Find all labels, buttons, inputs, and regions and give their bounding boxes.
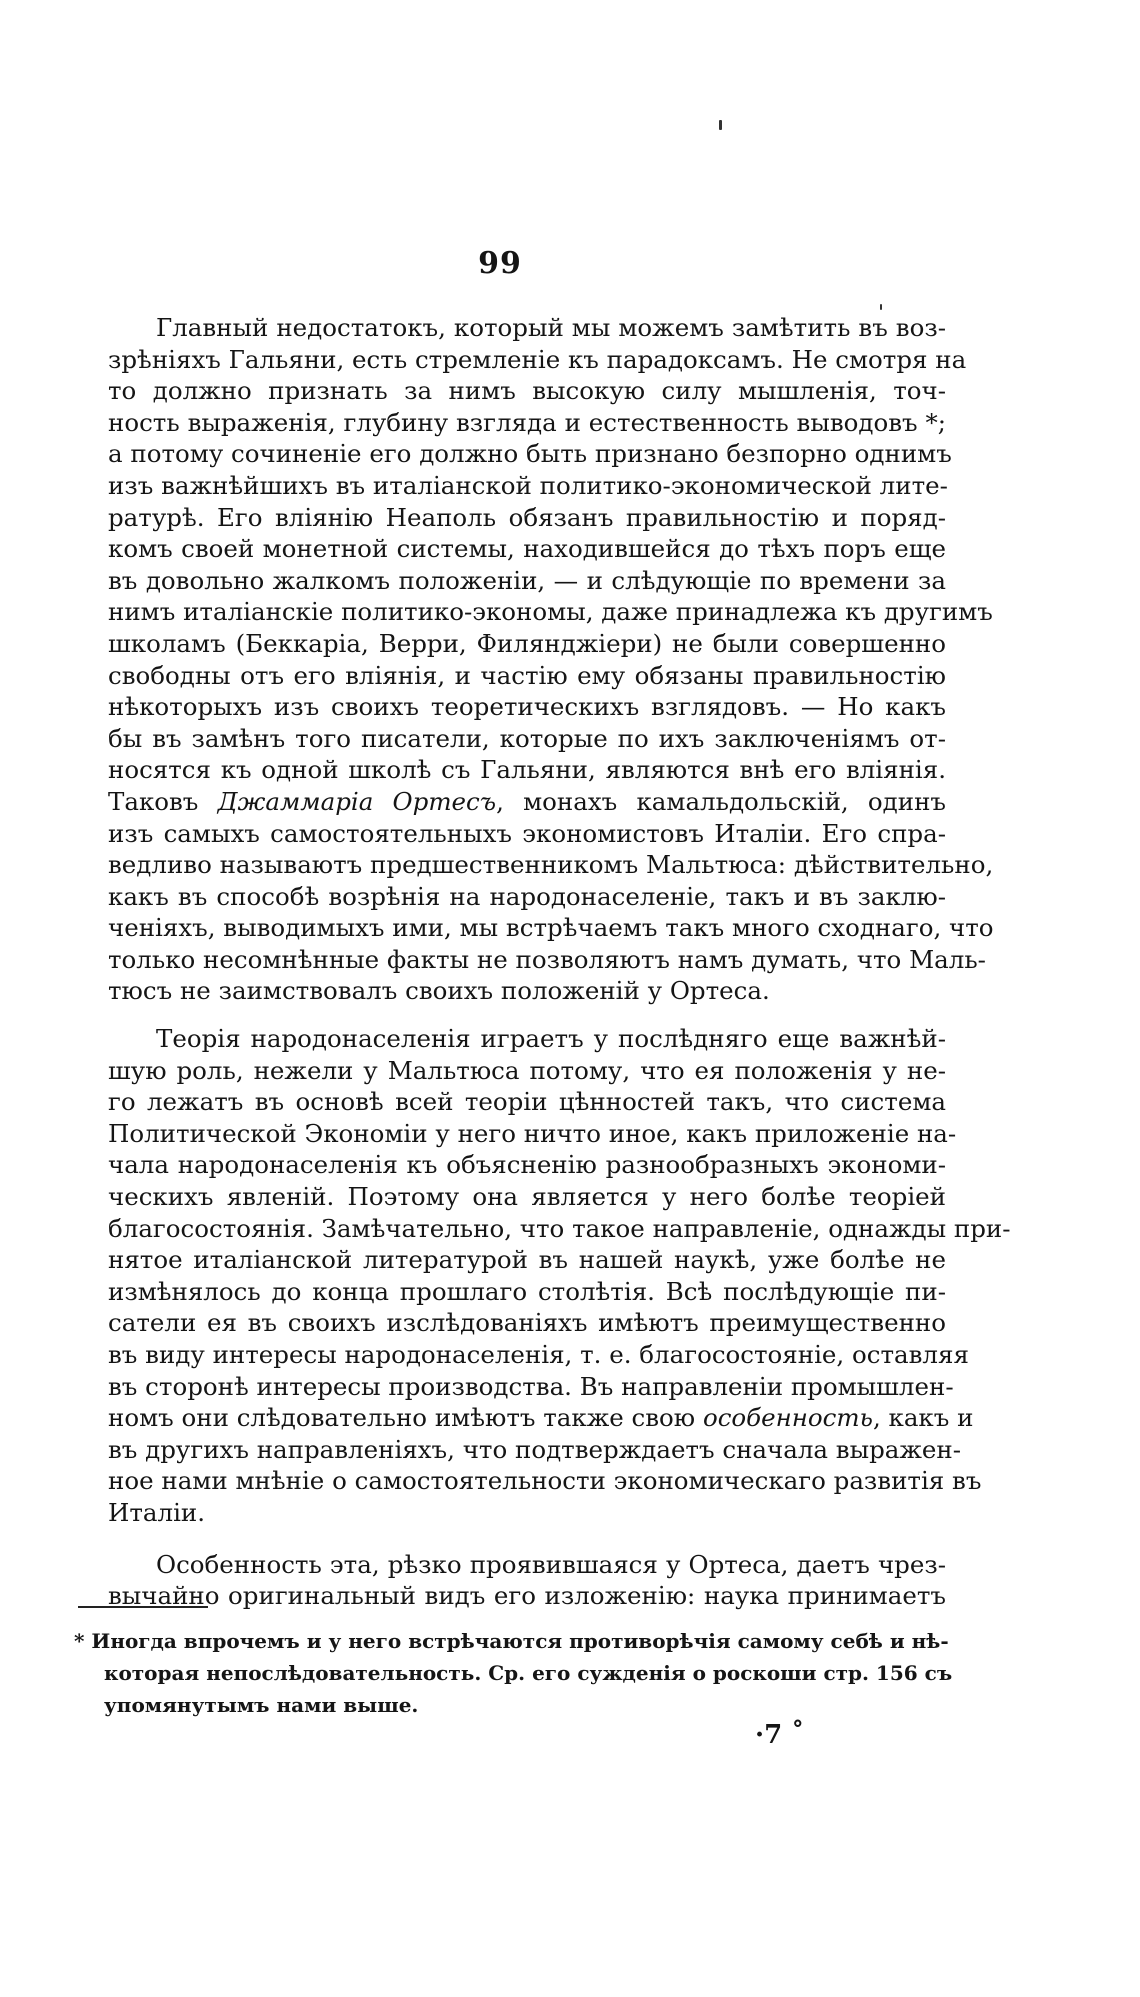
- text-line: Политической Экономіи у него ничто иное, какъ приложеніе на-: [108, 1118, 957, 1148]
- text-line: то должно признать за нимъ высокую силу мышленія, точ-: [108, 376, 946, 406]
- text-line: школамъ (Беккаріа, Верри, Филянджіери) не были совершенно: [108, 628, 946, 658]
- text-line: ность выраженія, глубину взгляда и естественность выводовъ *;: [108, 407, 946, 437]
- footnote: [74, 1625, 953, 1721]
- text-line: въ виду интересы народонаселенія, т. е. благосостояніе, оставляя: [108, 1340, 969, 1369]
- text-line: свободны отъ его вліянія, и частію ему обязаны правильностію: [108, 660, 946, 690]
- footnote-line: * Иногда впрочемъ и у него встрѣчаются противорѣчія самому себѣ и нѣ-: [74, 1629, 949, 1653]
- text-line: нимъ италіанскіе политико-экономы, даже принадлежа къ другимъ: [108, 597, 993, 627]
- text-line: въ довольно жалкомъ положеніи, — и слѣдующіе по времени за: [108, 565, 946, 595]
- paragraph-3: [108, 1549, 946, 1612]
- text-line: изъ самыхъ самостоятельныхъ экономистовъ Италіи. Его спра-: [108, 818, 946, 848]
- text-line: въ другихъ направленіяхъ, что подтверждаетъ сначала выражен-: [108, 1434, 962, 1464]
- text-fragment: Таковъ: [108, 786, 218, 816]
- text-line: ратурѣ. Его вліянію Неаполь обязанъ правильностію и поряд-: [108, 502, 946, 532]
- text-line: благосостоянія. Замѣчательно, что такое направленіе, однажды при-: [108, 1213, 1011, 1243]
- scan-speck: [719, 120, 722, 130]
- signature-mark: ·7 ˚: [755, 1720, 805, 1750]
- text-line: ведливо называютъ предшественникомъ Мальтюса: дѣйствительно,: [108, 850, 994, 880]
- text-line: ческихъ явленій. Поэтому она является у него болѣе теоріей: [108, 1182, 946, 1212]
- text-line: шую роль, нежели у Мальтюса потому, что ея положенія у не-: [108, 1055, 946, 1085]
- text-line: комъ своей монетной системы, находившейся до тѣхъ поръ еще: [108, 534, 946, 564]
- text-line: ченіяхъ, выводимыхъ ими, мы встрѣчаемъ такъ много сходнаго, что: [108, 913, 994, 943]
- text-line: сатели ея въ своихъ изслѣдованіяхъ имѣютъ преимущественно: [108, 1308, 946, 1338]
- text-fragment: , монахъ камальдольскій, одинъ: [496, 786, 946, 816]
- text-line: вычайно оригинальный видъ его изложенію: наука принимаетъ: [108, 1581, 946, 1611]
- text-line: а потому сочиненіе его должно быть признано безпорно однимъ: [108, 439, 952, 469]
- footnote-line: упомянутымъ нами выше.: [104, 1693, 419, 1717]
- text-line: измѣнялось до конца прошлаго столѣтія. Всѣ послѣдующіе пи-: [108, 1276, 946, 1306]
- text-line: только несомнѣнные факты не позволяютъ намъ думать, что Маль-: [108, 944, 986, 974]
- text-line: какъ въ способѣ возрѣнія на народонаселеніе, такъ и въ заклю-: [108, 881, 946, 911]
- text-fragment: , какъ и: [872, 1403, 974, 1433]
- signature-number: 7: [764, 1720, 783, 1750]
- text-line: зрѣніяхъ Гальяни, есть стремленіе къ парадоксамъ. Не смотря на: [108, 344, 967, 374]
- author-name: Джаммаріа Ортесъ: [217, 786, 497, 816]
- text-line: чала народонаселенія къ объясненію разнообразныхъ экономи-: [108, 1150, 946, 1180]
- text-line: носятся къ одной школѣ съ Гальяни, являются внѣ его вліянія.: [108, 755, 946, 785]
- text-line-with-name: [108, 786, 946, 818]
- text-line: го лежатъ въ основѣ всей теоріи цѣнностей такъ, что система: [108, 1087, 946, 1117]
- text-line: нѣкоторыхъ изъ своихъ теоретическихъ взглядовъ. — Но какъ: [108, 692, 946, 722]
- text-fragment: номъ они слѣдовательно имѣютъ также свою: [108, 1403, 703, 1433]
- text-line: въ сторонѣ интересы производства. Въ направленіи промышлен-: [108, 1371, 954, 1401]
- page-number: 99: [478, 246, 522, 281]
- text-line: Особенность эта, рѣзко проявившаяся у Ортеса, даетъ чрез-: [156, 1549, 946, 1579]
- text-line: бы въ замѣнъ того писатели, которые по ихъ заключеніямъ от-: [108, 723, 946, 753]
- scan-speck: [880, 304, 882, 310]
- footnote-rule: [78, 1606, 208, 1608]
- text-line: Теорія народонаселенія играетъ у послѣдняго еще важнѣй-: [156, 1024, 946, 1054]
- text-line: изъ важнѣйшихъ въ италіанской политико-экономической лите-: [108, 470, 948, 500]
- text-line: Италіи.: [108, 1497, 206, 1527]
- text-line: Главный недостатокъ, который мы можемъ замѣтить въ воз-: [156, 313, 946, 342]
- text-line: ное нами мнѣніе о самостоятельности экономическаго развитія въ: [108, 1466, 982, 1496]
- paragraph-2: [108, 1023, 1011, 1529]
- footnote-line: которая непослѣдовательность. Ср. его сужденія о роскоши стр. 156 съ: [104, 1661, 953, 1685]
- emphasized-word: особенность: [702, 1403, 873, 1433]
- paragraph-1: [108, 312, 994, 1007]
- body-text: [108, 312, 1011, 1612]
- text-line-with-emphasis: [108, 1402, 974, 1434]
- text-line: тюсъ не заимствовалъ своихъ положеній у Ортеса.: [108, 976, 770, 1006]
- text-line: нятое италіанской литературой въ нашей наукѣ, уже болѣе не: [108, 1245, 946, 1275]
